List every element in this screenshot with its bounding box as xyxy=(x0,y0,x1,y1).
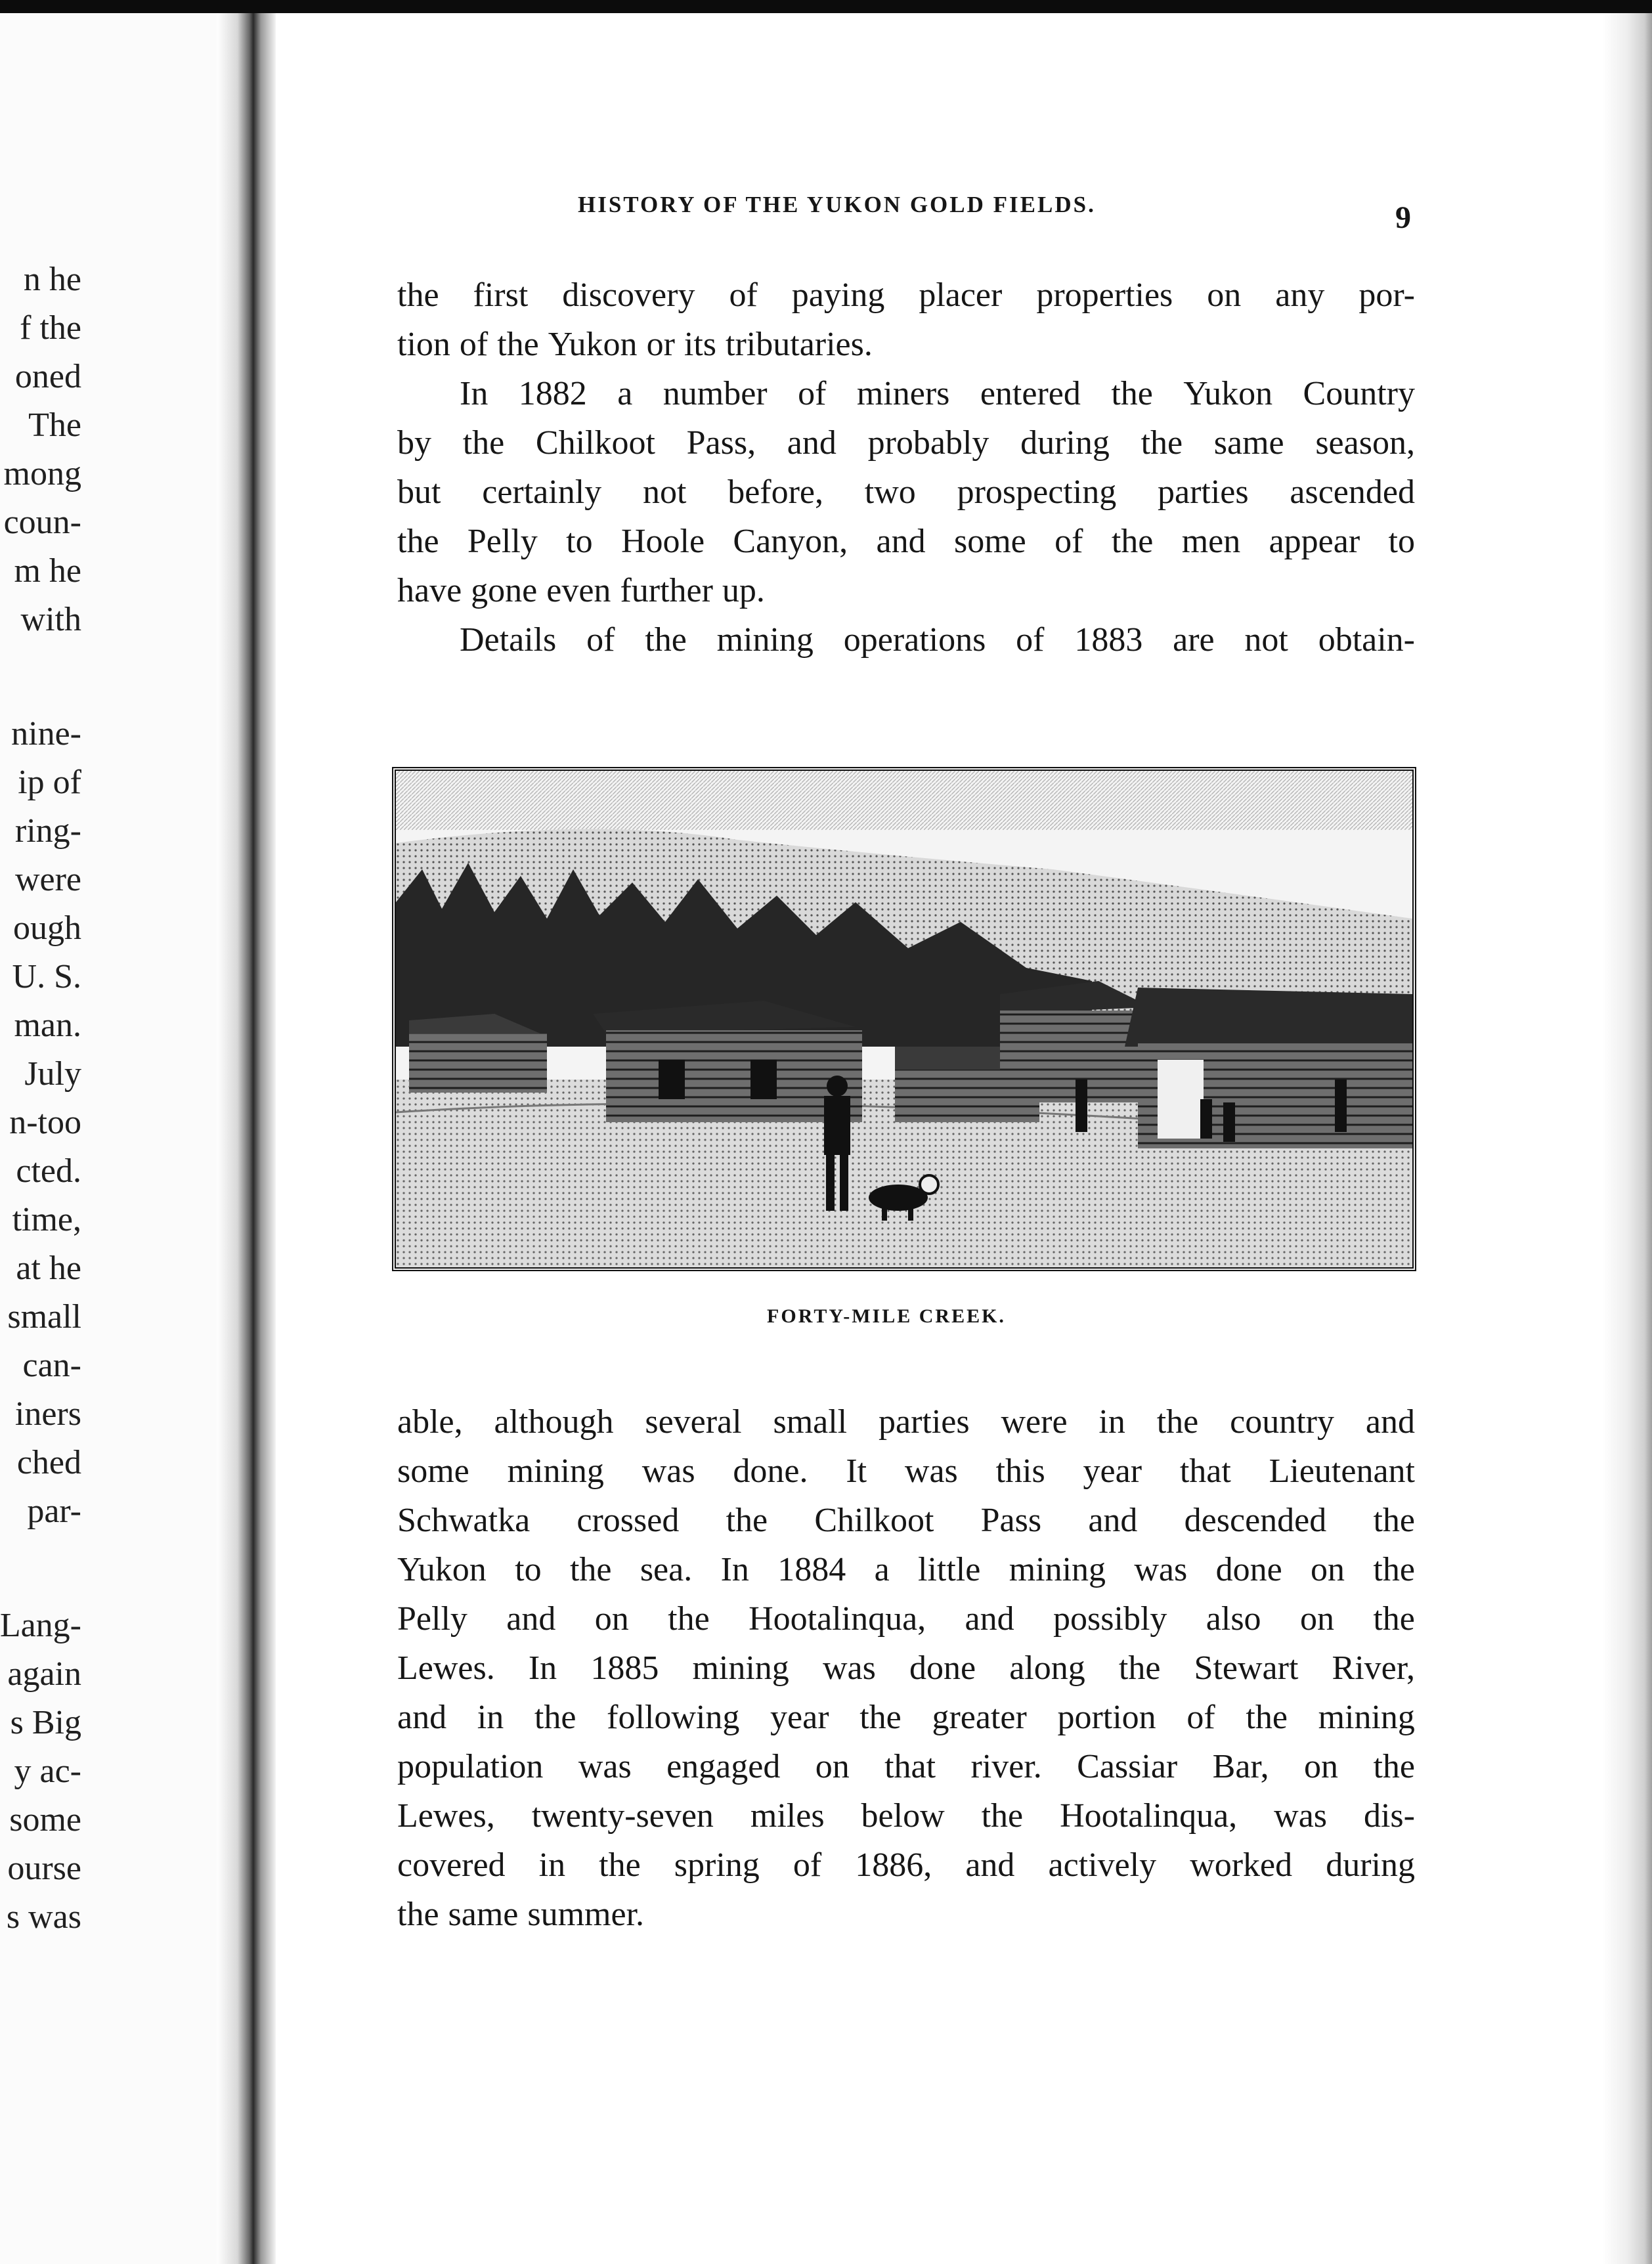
page-right-edge xyxy=(1602,13,1652,2264)
facing-page-line: time, xyxy=(12,1201,81,1238)
facing-page-line: at he xyxy=(16,1250,81,1287)
facing-page-line: Lang- xyxy=(0,1607,81,1644)
text-line: Pelly and on the Hootalinqua, and possibly also on the xyxy=(397,1600,1415,1638)
facing-page-fragment xyxy=(0,13,243,2264)
facing-page-line: were xyxy=(14,861,81,898)
text-line: the Pelly to Hoole Canyon, and some of the men appear to xyxy=(397,523,1415,560)
facing-page-line: ourse xyxy=(7,1850,81,1887)
text-line: covered in the spring of 1886, and actively worked during xyxy=(397,1846,1415,1884)
facing-page-line: ip of xyxy=(18,764,81,801)
facing-page-line: ough xyxy=(13,909,81,947)
text-line: by the Chilkoot Pass, and probably during the same season, xyxy=(397,424,1415,462)
text-line: the first discovery of paying placer properties on any por- xyxy=(397,276,1415,314)
text-line: the same summer. xyxy=(397,1896,645,1933)
facing-page-line: y ac- xyxy=(14,1752,81,1790)
facing-page-line: again xyxy=(7,1655,81,1693)
figure-caption: FORTY-MILE CREEK. xyxy=(767,1305,1006,1327)
text-line: Schwatka crossed the Chilkoot Pass and descended the xyxy=(397,1502,1415,1539)
facing-page-line: f the xyxy=(20,309,81,347)
book-gutter xyxy=(217,13,276,2264)
facing-page-line: The xyxy=(28,406,81,444)
paragraph-top xyxy=(397,271,1415,664)
text-line: tion of the Yukon or its tributaries. xyxy=(397,326,873,363)
facing-page-line: s Big xyxy=(10,1704,81,1741)
facing-page-line: with xyxy=(20,601,81,638)
engraving-image xyxy=(396,771,1412,1267)
facing-page-line: iners xyxy=(14,1395,81,1433)
page-top-edge xyxy=(0,0,1652,13)
facing-page-line: U. S. xyxy=(12,958,81,995)
paragraph-bottom xyxy=(397,1397,1415,1939)
facing-page-line: n-too xyxy=(9,1104,81,1141)
facing-page-line: some xyxy=(9,1801,81,1839)
facing-page-line: July xyxy=(24,1055,81,1093)
illustration-forty-mile-creek xyxy=(392,767,1416,1271)
text-line: In 1882 a number of miners entered the Yukon Country xyxy=(460,375,1415,412)
text-line: Lewes. In 1885 mining was done along the Stewart River, xyxy=(397,1649,1415,1687)
page-number: 9 xyxy=(1395,200,1411,235)
facing-page-line: small xyxy=(7,1298,81,1336)
text-line: Yukon to the sea. In 1884 a little mining was done on the xyxy=(397,1551,1415,1588)
facing-page-line: can- xyxy=(22,1347,81,1384)
text-line: Details of the mining operations of 1883 are not obtain- xyxy=(460,621,1415,659)
facing-page-line: cted. xyxy=(16,1152,81,1190)
text-line: have gone even further up. xyxy=(397,572,765,609)
running-head: HISTORY OF THE YUKON GOLD FIELDS. xyxy=(578,192,1096,217)
facing-page-line: par- xyxy=(27,1492,81,1530)
facing-page-line: ched xyxy=(16,1444,81,1481)
facing-page-line: mong xyxy=(3,455,81,492)
text-line: but certainly not before, two prospecting parties ascended xyxy=(397,473,1415,511)
text-line: some mining was done. It was this year that Lieutenant xyxy=(397,1452,1415,1490)
facing-page-line: man. xyxy=(14,1007,81,1044)
facing-page-line: coun- xyxy=(3,504,81,541)
text-line: able, although several small parties were in the country and xyxy=(397,1403,1415,1441)
text-line: Lewes, twenty-seven miles below the Hootalinqua, was dis- xyxy=(397,1797,1415,1835)
facing-page-line: n he xyxy=(23,261,81,298)
facing-page-line: s was xyxy=(6,1898,81,1936)
text-line: population was engaged on that river. Cassiar Bar, on the xyxy=(397,1748,1415,1785)
facing-page-line: ring- xyxy=(14,812,81,850)
facing-page-line: m he xyxy=(14,552,81,590)
facing-page-line: nine- xyxy=(11,715,81,752)
text-line: and in the following year the greater portion of the mining xyxy=(397,1699,1415,1736)
facing-page-line: oned xyxy=(14,358,81,395)
